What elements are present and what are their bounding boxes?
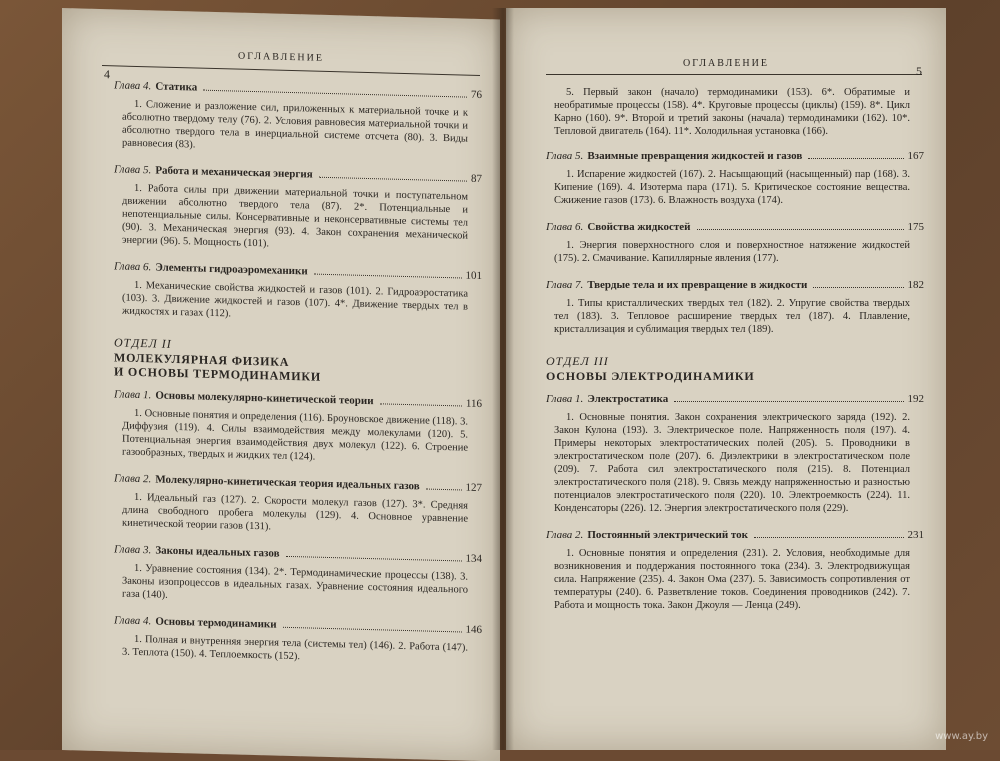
dot-leader	[813, 287, 903, 288]
chapter-prefix: Глава 4.	[114, 614, 152, 628]
chapter-title: Постоянный электрический ток	[587, 529, 749, 541]
chapter-page: 101	[465, 269, 482, 282]
dot-leader	[426, 489, 462, 491]
chapter-description: 1. Энергия поверхностного слоя и поверхностное натяжение жидкостей (175). 2. Смачивание. Капиллярные явления (177).	[554, 240, 910, 264]
toc-content	[546, 82, 924, 626]
chapter-page: 127	[465, 481, 482, 494]
chapter-description: 1. Типы кристаллических твердых тел (182). 2. Упругие свойства твердых тел (183). 3. Тепловое расширение твердых тел (187). 4. Плавление, кристаллизация и сублимация твердых тел (189).	[554, 298, 910, 335]
chapter-title: Работа и механическая энергия	[155, 164, 313, 181]
chapter-prefix: Глава 1.	[114, 388, 152, 402]
dot-leader	[203, 90, 467, 98]
chapter-title: Твердые тела и их превращение в жидкости	[587, 279, 808, 291]
dot-leader	[286, 556, 462, 562]
toc-entry	[546, 279, 924, 336]
section-label: ОТДЕЛ II	[114, 335, 172, 351]
chapter-page: 182	[907, 279, 924, 291]
header-rule	[546, 74, 922, 75]
toc-entry	[546, 221, 924, 265]
book-gutter	[492, 8, 514, 750]
chapter-heading	[114, 614, 482, 636]
section-title: И ОСНОВЫ ТЕРМОДИНАМИКИ	[114, 364, 321, 384]
chapter-prefix: Глава 2.	[114, 472, 152, 486]
running-head: ОГЛАВЛЕНИЕ	[238, 50, 324, 64]
toc-entry	[114, 388, 482, 468]
chapter-description: 1. Полная и внутренняя энергия тела (системы тел) (146). 2. Работа (147). 3. Теплота (150). 4. Теплоемкость (152).	[122, 633, 468, 663]
chapter-page: 192	[907, 393, 924, 405]
chapter-description: 1. Испарение жидкостей (167). 2. Насыщающий (насыщенный) пар (168). 3. Кипение (169). 4. Изотерма пара (171). 5. Критическое состояние вещества. Сжижение газов (173). 6. Влажность воздуха (174).	[554, 169, 910, 206]
chapter-title: Электростатика	[587, 393, 669, 405]
section-label: ОТДЕЛ III	[546, 354, 609, 368]
toc-entry	[114, 163, 482, 256]
chapter-page: 134	[465, 552, 482, 565]
toc-entry	[546, 150, 924, 207]
header-rule	[102, 65, 480, 76]
chapter-title: Основы молекулярно-кинетической теории	[155, 389, 374, 408]
chapter-title: Молекулярно-кинетическая теория идеальных газов	[155, 473, 420, 493]
chapter-heading	[546, 221, 924, 233]
toc-entry	[114, 260, 482, 327]
chapter-heading	[114, 472, 482, 494]
section-heading	[546, 354, 924, 383]
chapter-heading	[114, 260, 482, 282]
page-number: 5	[916, 64, 922, 78]
chapter-title: Взаимные превращения жидкостей и газов	[587, 150, 803, 162]
chapter-description: 1. Основные понятия и определения (231). 2. Условия, необходимые для возникновения и поддержания постоянного тока (234). 3. Электродвижущая сила. Напряжение (235). 4. Закон Ома (237). 5. Зависимость сопротивления от температуры (240). 6. Разветвление токов. Соединения проводников (242). 7. Работа и мощность тока. Закон Джоуля — Ленца (249).	[554, 548, 910, 611]
chapter-prefix: Глава 5.	[114, 163, 152, 177]
chapter-page: 76	[471, 88, 482, 101]
chapter-page: 231	[907, 529, 924, 541]
chapter-heading	[546, 150, 924, 162]
running-head: ОГЛАВЛЕНИЕ	[683, 58, 769, 69]
chapter-page: 175	[907, 221, 924, 233]
chapter-description: 1. Уравнение состояния (134). 2*. Термодинамические процессы (138). 3. Законы изопроцессов в идеальных газах. Уравнение состояния идеального газа (140).	[122, 562, 468, 601]
chapter-prefix: Глава 6.	[114, 260, 152, 274]
toc-entry	[114, 543, 482, 610]
chapter-prefix: Глава 7.	[546, 279, 584, 291]
chapter-heading	[114, 163, 482, 185]
chapter-page: 87	[471, 172, 482, 185]
chapter-page: 167	[907, 150, 924, 162]
dot-leader	[697, 229, 904, 230]
chapter-description: 1. Работа силы при движении материальной точки и поступательном движении абсолютно твердого тела (87). 2*. Потенциальные и непотенциальные силы. Консервативные и неконсервативные системы тел (90). 3. Механическая энергия (93). 4. Закон сохранения механической энергии (96). 5. Мощность (101).	[122, 182, 468, 250]
continued-description: 5. Первый закон (начало) термодинамики (153). 6*. Обратимые и необратимые процессы (158). 4*. Круговые процессы (циклы) (159). 8*. Цикл Карно (160). 9*. Второй и третий законы (начала) термодинамики (162). 10*. Тепловой двигатель (164). 11*. Холодильная установка (166).	[554, 87, 910, 137]
dot-leader	[314, 274, 462, 279]
section-heading	[114, 335, 482, 388]
chapter-page: 116	[465, 397, 482, 410]
chapter-heading	[546, 393, 924, 405]
chapter-title: Элементы гидроаэромеханики	[155, 261, 308, 278]
chapter-heading	[546, 529, 924, 541]
watermark: www.ay.by	[935, 731, 988, 742]
toc-entry	[546, 393, 924, 515]
dot-leader	[319, 177, 467, 182]
chapter-heading	[114, 388, 482, 410]
toc-entry	[114, 614, 482, 668]
chapter-description: 1. Основные понятия и определения (116). Броуновское движение (118). 3. Диффузия (119). 4. Силы взаимодействия между молекулами (120). 5. Потенциальная энергия взаимодействия двух молекул (122). 6. Строение газообразных, твердых и жидких тел (124).	[122, 407, 468, 463]
dot-leader	[754, 537, 903, 538]
chapter-heading	[546, 279, 924, 291]
section-title: МОЛЕКУЛЯРНАЯ ФИЗИКА	[114, 350, 290, 369]
chapter-title: Свойства жидкостей	[587, 221, 691, 233]
toc-entry	[114, 472, 482, 539]
dot-leader	[283, 627, 462, 633]
chapter-heading	[114, 543, 482, 565]
chapter-page: 146	[465, 623, 482, 636]
section-title: ОСНОВЫ ЭЛЕКТРОДИНАМИКИ	[546, 369, 755, 383]
chapter-description: 1. Сложение и разложение сил, приложенных к материальной точке и к абсолютно твердому телу (76). 2. Условия равновесия материальной точки и абсолютно твердого тела в инерциальной системе отсчета (80). 3. Виды равновесия (83).	[122, 98, 468, 151]
chapter-prefix: Глава 6.	[546, 221, 584, 233]
chapter-prefix: Глава 3.	[114, 543, 152, 557]
right-page	[506, 8, 946, 750]
page-number: 4	[104, 67, 110, 82]
toc-entry	[546, 529, 924, 612]
chapter-title: Основы термодинамики	[155, 615, 277, 631]
chapter-description: 1. Механические свойства жидкостей и газов (101). 2. Гидроаэростатика (103). 3. Движение жидкостей и газов (107). 4*. Движение твердых тел в жидкостях и газах (112).	[122, 279, 468, 320]
chapter-heading	[114, 79, 482, 101]
left-page	[62, 8, 500, 761]
dot-leader	[674, 401, 903, 402]
dot-leader	[380, 403, 462, 406]
toc-content	[114, 79, 482, 682]
dot-leader	[808, 158, 903, 159]
chapter-prefix: Глава 4.	[114, 79, 152, 93]
chapter-description: 1. Идеальный газ (127). 2. Скорости молекул газов (127). 3*. Средняя длина свободного пробега молекулы (129). 4. Основное уравнение кинетической теории газов (131).	[122, 491, 468, 533]
chapter-title: Статика	[155, 80, 198, 94]
chapter-title: Законы идеальных газов	[155, 544, 280, 560]
chapter-description: 1. Основные понятия. Закон сохранения электрического заряда (192). 2. Закон Кулона (193). 3. Электрическое поле. Напряженность поля (197). 4. Примеры некоторых электростатических полей (205). 5. Проводники в электростатическом поле (207). 6. Диэлектрики в электростатическом поле (209). 7. Работа сил электростатического поля (215). 8. Потенциал электростатического поля (218). 9. Связь между напряженностью и разностью потенциалов электростатического поля (220). 10. Электроемкость (224). 11. Конденсаторы (226). 12. Энергия электростатического поля (229).	[554, 412, 910, 514]
toc-entry	[114, 79, 482, 159]
chapter-prefix: Глава 1.	[546, 393, 584, 405]
chapter-prefix: Глава 5.	[546, 150, 584, 162]
chapter-prefix: Глава 2.	[546, 529, 584, 541]
